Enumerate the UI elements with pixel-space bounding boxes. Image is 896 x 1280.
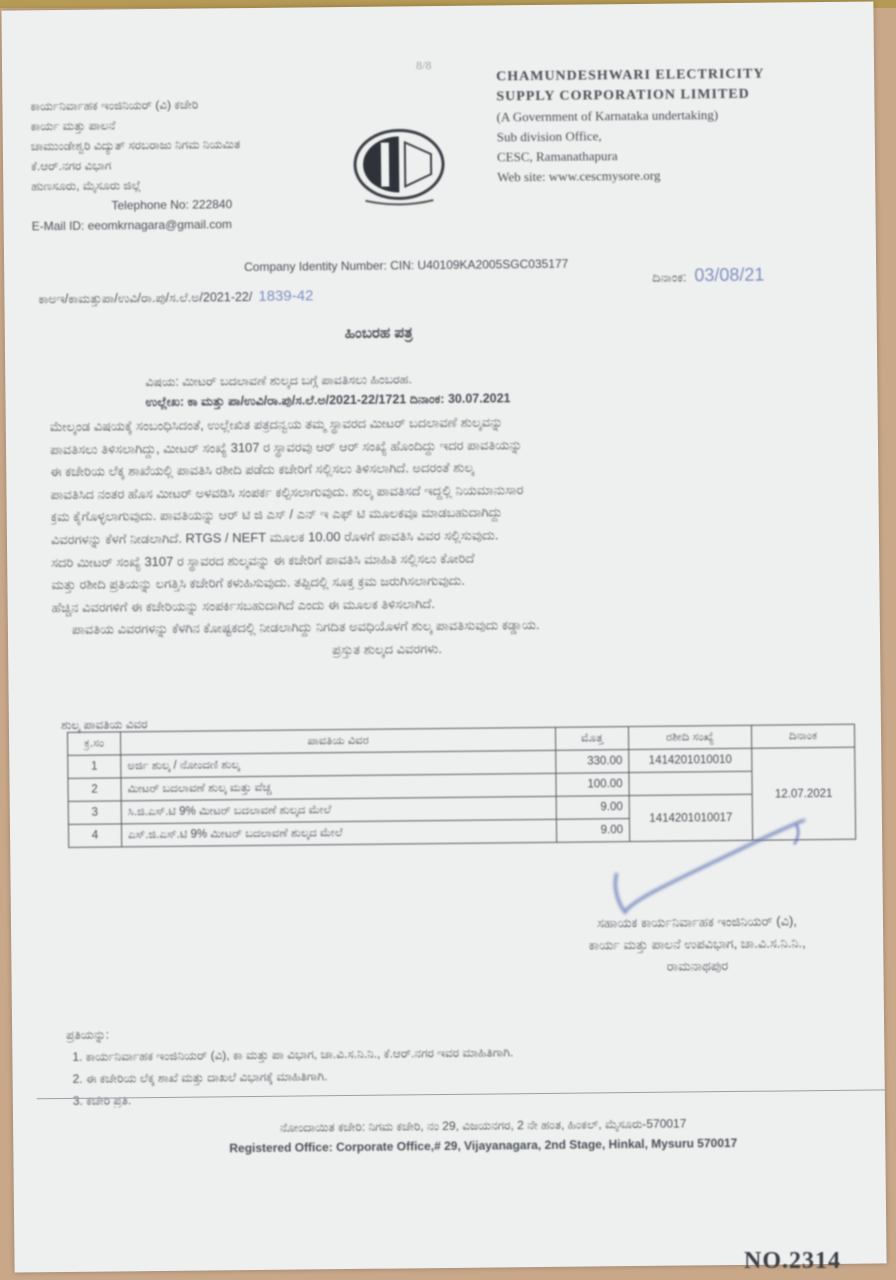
body-line: ಮತ್ತು ರಶೀದಿ ಪ್ರತಿಯನ್ನು ಲಗತ್ತಿಸಿ ಕಚೇರಿಗೆ ಕಳುಹಿಸುವುದು. ತಪ್ಪಿದಲ್ಲಿ ಸೂಕ್ತ ಕ್ರಮ ಜರುಗಿಸಲಾಗುವುದು. — [51, 572, 466, 593]
col-header-date: ದಿನಾಂಕ — [751, 724, 854, 748]
cell-amount: 9.00 — [556, 819, 629, 843]
cell-receipt — [629, 771, 752, 795]
body-line: ಮೇಲ್ಕಂಡ ವಿಷಯಕ್ಕೆ ಸಂಬಂಧಿಸಿದಂತೆ, ಉಲ್ಲೇಖಿತ ಪತ್ರದನ್ವಯ ತಮ್ಮ ಸ್ಥಾವರದ ಮೀಟರ್ ಬದಲಾವಣೆ ಶುಲ್ಕವನ್ನು — [49, 414, 504, 435]
footer-english: Registered Office: Corporate Office,# 29, Vijayanagara, 2nd Stage, Hinkal, Mysuru 570017 — [229, 1135, 738, 1156]
cell-amount: 100.00 — [556, 773, 629, 797]
date-label: ದಿನಾಂಕ: — [652, 270, 687, 285]
cell-amount: 330.00 — [556, 750, 629, 774]
cell-desc: ಎಸ್.ಜಿ.ಎಸ್.ಟಿ 9% ಮೀಟರ್ ಬದಲಾವಣೆ ಶುಲ್ಕದ ಮೇಲೆ — [121, 819, 556, 847]
cell-desc: ಅರ್ಜಿ ಶುಲ್ಕ / ನೋಂದಣಿ ಶುಲ್ಕ — [121, 750, 556, 778]
date-handwritten: 03/08/21 — [694, 264, 765, 286]
body-line: ಪಾವತಿಸಲು ತಿಳಿಸಲಾಗಿದ್ದು, ಮೀಟರ್ ಸಂಖ್ಯೆ 3107 ರ ಸ್ಥಾವರವು ಆರ್ ಆರ್ ಸಂಖ್ಯೆ ಹೊಂದಿದ್ದು ಇದರ ಪಾವತಿಯನ್ನು — [49, 436, 523, 457]
subject-line: ವಿಷಯ: ಮೀಟರ್ ಬದಲಾವಣೆ ಶುಲ್ಕದ ಬಗ್ಗೆ ಪಾವತಿಸಲು ಹಿಂಬರಹ. — [145, 372, 412, 390]
body-line: ಕ್ರಮ ಕೈಗೊಳ್ಳಲಾಗುವುದು. ಪಾವತಿಯನ್ನು ಆರ್ ಟಿ ಜಿ ಎಸ್ / ಎನ್ ಇ ಎಫ್ ಟಿ ಮೂಲಕವೂ ಮಾಡಬಹುದಾಗಿದ್ದು — [50, 504, 503, 525]
company-name-line2: SUPPLY CORPORATION LIMITED — [496, 86, 750, 105]
header-left-line: ಹುಣಸೂರು, ಮೈಸೂರು ಜಿಲ್ಲೆ — [31, 178, 142, 194]
signatory-line: ಸಹಾಯಕ ಕಾರ್ಯನಿರ್ವಾಹಕ ಇಂಜಿನಿಯರ್ (ವಿ), — [597, 913, 797, 931]
cell-desc: ಸಿ.ಜಿ.ಎಸ್.ಟಿ 9% ಮೀಟರ್ ಬದಲಾವಣೆ ಶುಲ್ಕದ ಮೇಲೆ — [121, 796, 556, 824]
cell-sl: 3 — [68, 801, 121, 825]
signature-mark — [608, 810, 819, 922]
body-line: ಪಾವತಿಸಿದ ನಂತರ ಹೊಸ ಮೀಟರ್ ಅಳವಡಿಸಿ ಸಂಪರ್ಕ ಕಲ್ಪಿಸಲಾಗುವುದು. ಶುಲ್ಕ ಪಾವತಿಸದೆ ಇದ್ದಲ್ಲಿ ನಿಯಮಾನುಸಾರ — [50, 481, 524, 502]
header-right-line: CESC, Ramanathapura — [496, 148, 618, 165]
body-line: ಈ ಕಚೇರಿಯ ಲೆಕ್ಕ ಶಾಖೆಯಲ್ಲಿ ಪಾವತಿಸಿ ರಶೀದಿ ಪಡೆದು ಕಚೇರಿಗೆ ಸಲ್ಲಿಸಲು ತಿಳಿಸಲಾಗಿದೆ. ಅದರಂತೆ ಶುಲ್ಕ — [50, 459, 475, 480]
header-right-company — [496, 64, 857, 188]
corner-stamp: NO.2314 — [744, 1248, 841, 1274]
reference-handwritten: 1839-42 — [258, 287, 314, 305]
cell-date: 12.07.2021 — [752, 747, 856, 840]
copy-to-item: 2. ಈ ಕಚೇರಿಯ ಲೆಕ್ಕ ಶಾಖೆ ಮತ್ತು ದಾಖಲೆ ವಿಭಾಗಕ್ಕೆ ಮಾಹಿತಿಗಾಗಿ. — [72, 1069, 328, 1086]
letter-title: ಹಿಂಬರಹ ಪತ್ರ — [344, 324, 413, 343]
body-line: ಸದರಿ ಮೀಟರ್ ಸಂಖ್ಯೆ 3107 ರ ಸ್ಥಾವರದ ಶುಲ್ಕವನ್ನು ಈ ಕಚೇರಿಗೆ ಪಾವತಿಸಿ ಮಾಹಿತಿ ಸಲ್ಲಿಸಲು ಕೋರಿದೆ — [51, 550, 475, 570]
signatory-block — [507, 909, 888, 979]
date-line — [652, 265, 764, 287]
letter-page — [1, 1, 886, 1272]
cell-amount: 9.00 — [556, 796, 629, 820]
cell-receipt: 1414201010010 — [629, 748, 752, 772]
reference-number: ಕಾಅಇ/ಕಾಮತ್ತುಪಾ/ಉವಿ/ರಾ.ಪು/ಸ.ಲೆ.ಅ/2021-22/ — [38, 289, 253, 307]
cell-sl: 2 — [68, 778, 121, 802]
header-left-address — [30, 93, 331, 236]
table-caption: ಶುಲ್ಕ ಪಾವತಿಯ ವಿವರ — [60, 717, 148, 733]
registered-office-footer — [133, 1112, 833, 1159]
col-header-sl: ಕ್ರ.ಸಂ — [67, 732, 120, 756]
cell-receipt: 1414201010017 — [629, 794, 752, 841]
cell-sl: 4 — [68, 824, 121, 848]
copy-to-item: 3. ಕಚೇರಿ ಪ್ರತಿ. — [72, 1093, 132, 1108]
body-line: ಪಾವತಿಯ ವಿವರಗಳನ್ನು ಕೆಳಗಿನ ಕೋಷ್ಟಕದಲ್ಲಿ ನೀಡಲಾಗಿದ್ದು ನಿಗದಿತ ಅವಧಿಯೊಳಗೆ ಶುಲ್ಕ ಪಾವತಿಸುವುದು ಕಡ್ಡಾಯ. — [71, 617, 540, 638]
footer-kannada: ನೋಂದಾಯಿತ ಕಚೇರಿ: ನಿಗಮ ಕಚೇರಿ, ನಂ 29, ವಿಜಯನಗರ, 2 ನೇ ಹಂತ, ಹಿಂಕಲ್, ಮೈಸೂರು-570017 — [279, 1116, 687, 1135]
col-header-receipt: ರಶೀದಿ ಸಂಖ್ಯೆ — [628, 725, 751, 749]
header-left-line: ಚಾಮುಂಡೇಶ್ವರಿ ವಿದ್ಯುತ್ ಸರಬರಾಜು ನಿಗಮ ನಿಯಮಿತ — [30, 137, 241, 154]
col-header-desc: ಪಾವತಿಯ ವಿವರ — [120, 727, 555, 755]
copy-to-item: 1. ಕಾರ್ಯನಿರ್ವಾಹಕ ಇಂಜಿನಿಯರ್ (ವಿ), ಕಾ ಮತ್ತು ಪಾ ವಿಭಾಗ, ಚಾ.ವಿ.ಸ.ನಿ.ನಿ., ಕೆ.ಆರ್.ನಗರ ಇವರ ಮಾಹಿತಿಗಾಗಿ. — [72, 1045, 514, 1064]
email: E-Mail ID: eeomkrnagara@gmail.com — [31, 217, 232, 234]
body-line: ಪ್ರಸ್ತುತ ಶುಲ್ಕದ ವಿವರಗಳು. — [332, 640, 443, 658]
telephone: Telephone No: 222840 — [111, 197, 233, 213]
body-line: ಹೆಚ್ಚಿನ ವಿವರಗಳಿಗೆ ಈ ಕಚೇರಿಯನ್ನು ಸಂಪರ್ಕಿಸಬಹುದಾಗಿದೆ ಎಂದು ಈ ಮೂಲಕ ತಿಳಿಸಲಾಗಿದೆ. — [51, 595, 435, 615]
header-right-line: (A Government of Karnataka undertaking) — [496, 107, 719, 125]
header-left-line: ಕೆ.ಆರ್.ನಗರ ವಿಭಾಗ — [30, 158, 112, 174]
cesc-logo — [351, 124, 448, 213]
header-left-line: ಕಾರ್ಯನಿರ್ವಾಹಕ ಇಂಜಿನಿಯರ್ (ವಿ) ಕಚೇರಿ — [30, 97, 199, 114]
cell-sl: 1 — [68, 755, 121, 779]
reference-number-line — [38, 287, 313, 307]
letter-body — [50, 408, 853, 665]
signatory-line: ಕಾರ್ಯ ಮತ್ತು ಪಾಲನೆ ಉಪವಿಭಾಗ, ಚಾ.ವಿ.ಸ.ನಿ.ನಿ., — [588, 935, 806, 953]
header-right-line: Web site: www.cescmysore.org — [497, 167, 661, 185]
top-scrawl: 8/8 — [415, 58, 432, 73]
copy-to-label: ಪ್ರತಿಯನ್ನು: — [66, 1027, 110, 1042]
reference-line: ಉಲ್ಲೇಖ: ಕಾ ಮತ್ತು ಪಾ/ಉವಿ/ರಾ.ಪು/ಸ.ಲೆ.ಅ/2021-22/1721 ದಿನಾಂಕ: 30.07.2021 — [145, 391, 511, 410]
header-left-line: ಕಾರ್ಯ ಮತ್ತು ಪಾಲನೆ — [30, 118, 116, 134]
cell-desc: ಮೀಟರ್ ಬದಲಾವಣೆ ಶುಲ್ಕ ಮತ್ತು ವೆಚ್ಚ — [121, 773, 556, 801]
col-header-amount: ಮೊತ್ತ — [555, 727, 628, 751]
company-name-line1: CHAMUNDESHWARI ELECTRICITY — [496, 66, 765, 85]
body-line: ವಿವರಗಳನ್ನು ಕೆಳಗೆ ನೀಡಲಾಗಿದೆ. RTGS / NEFT ಮೂಲಕ 10.00 ರೊಳಗೆ ಪಾವತಿಸಿ ವಿವರ ಸಲ್ಲಿಸುವುದು. — [50, 527, 499, 548]
signatory-line: ರಾಮನಾಥಪುರ — [666, 958, 729, 974]
header-right-line: Sub division Office, — [496, 128, 602, 145]
company-identity-number: Company Identity Number: CIN: U40109KA2005SGC035177 — [244, 256, 569, 275]
